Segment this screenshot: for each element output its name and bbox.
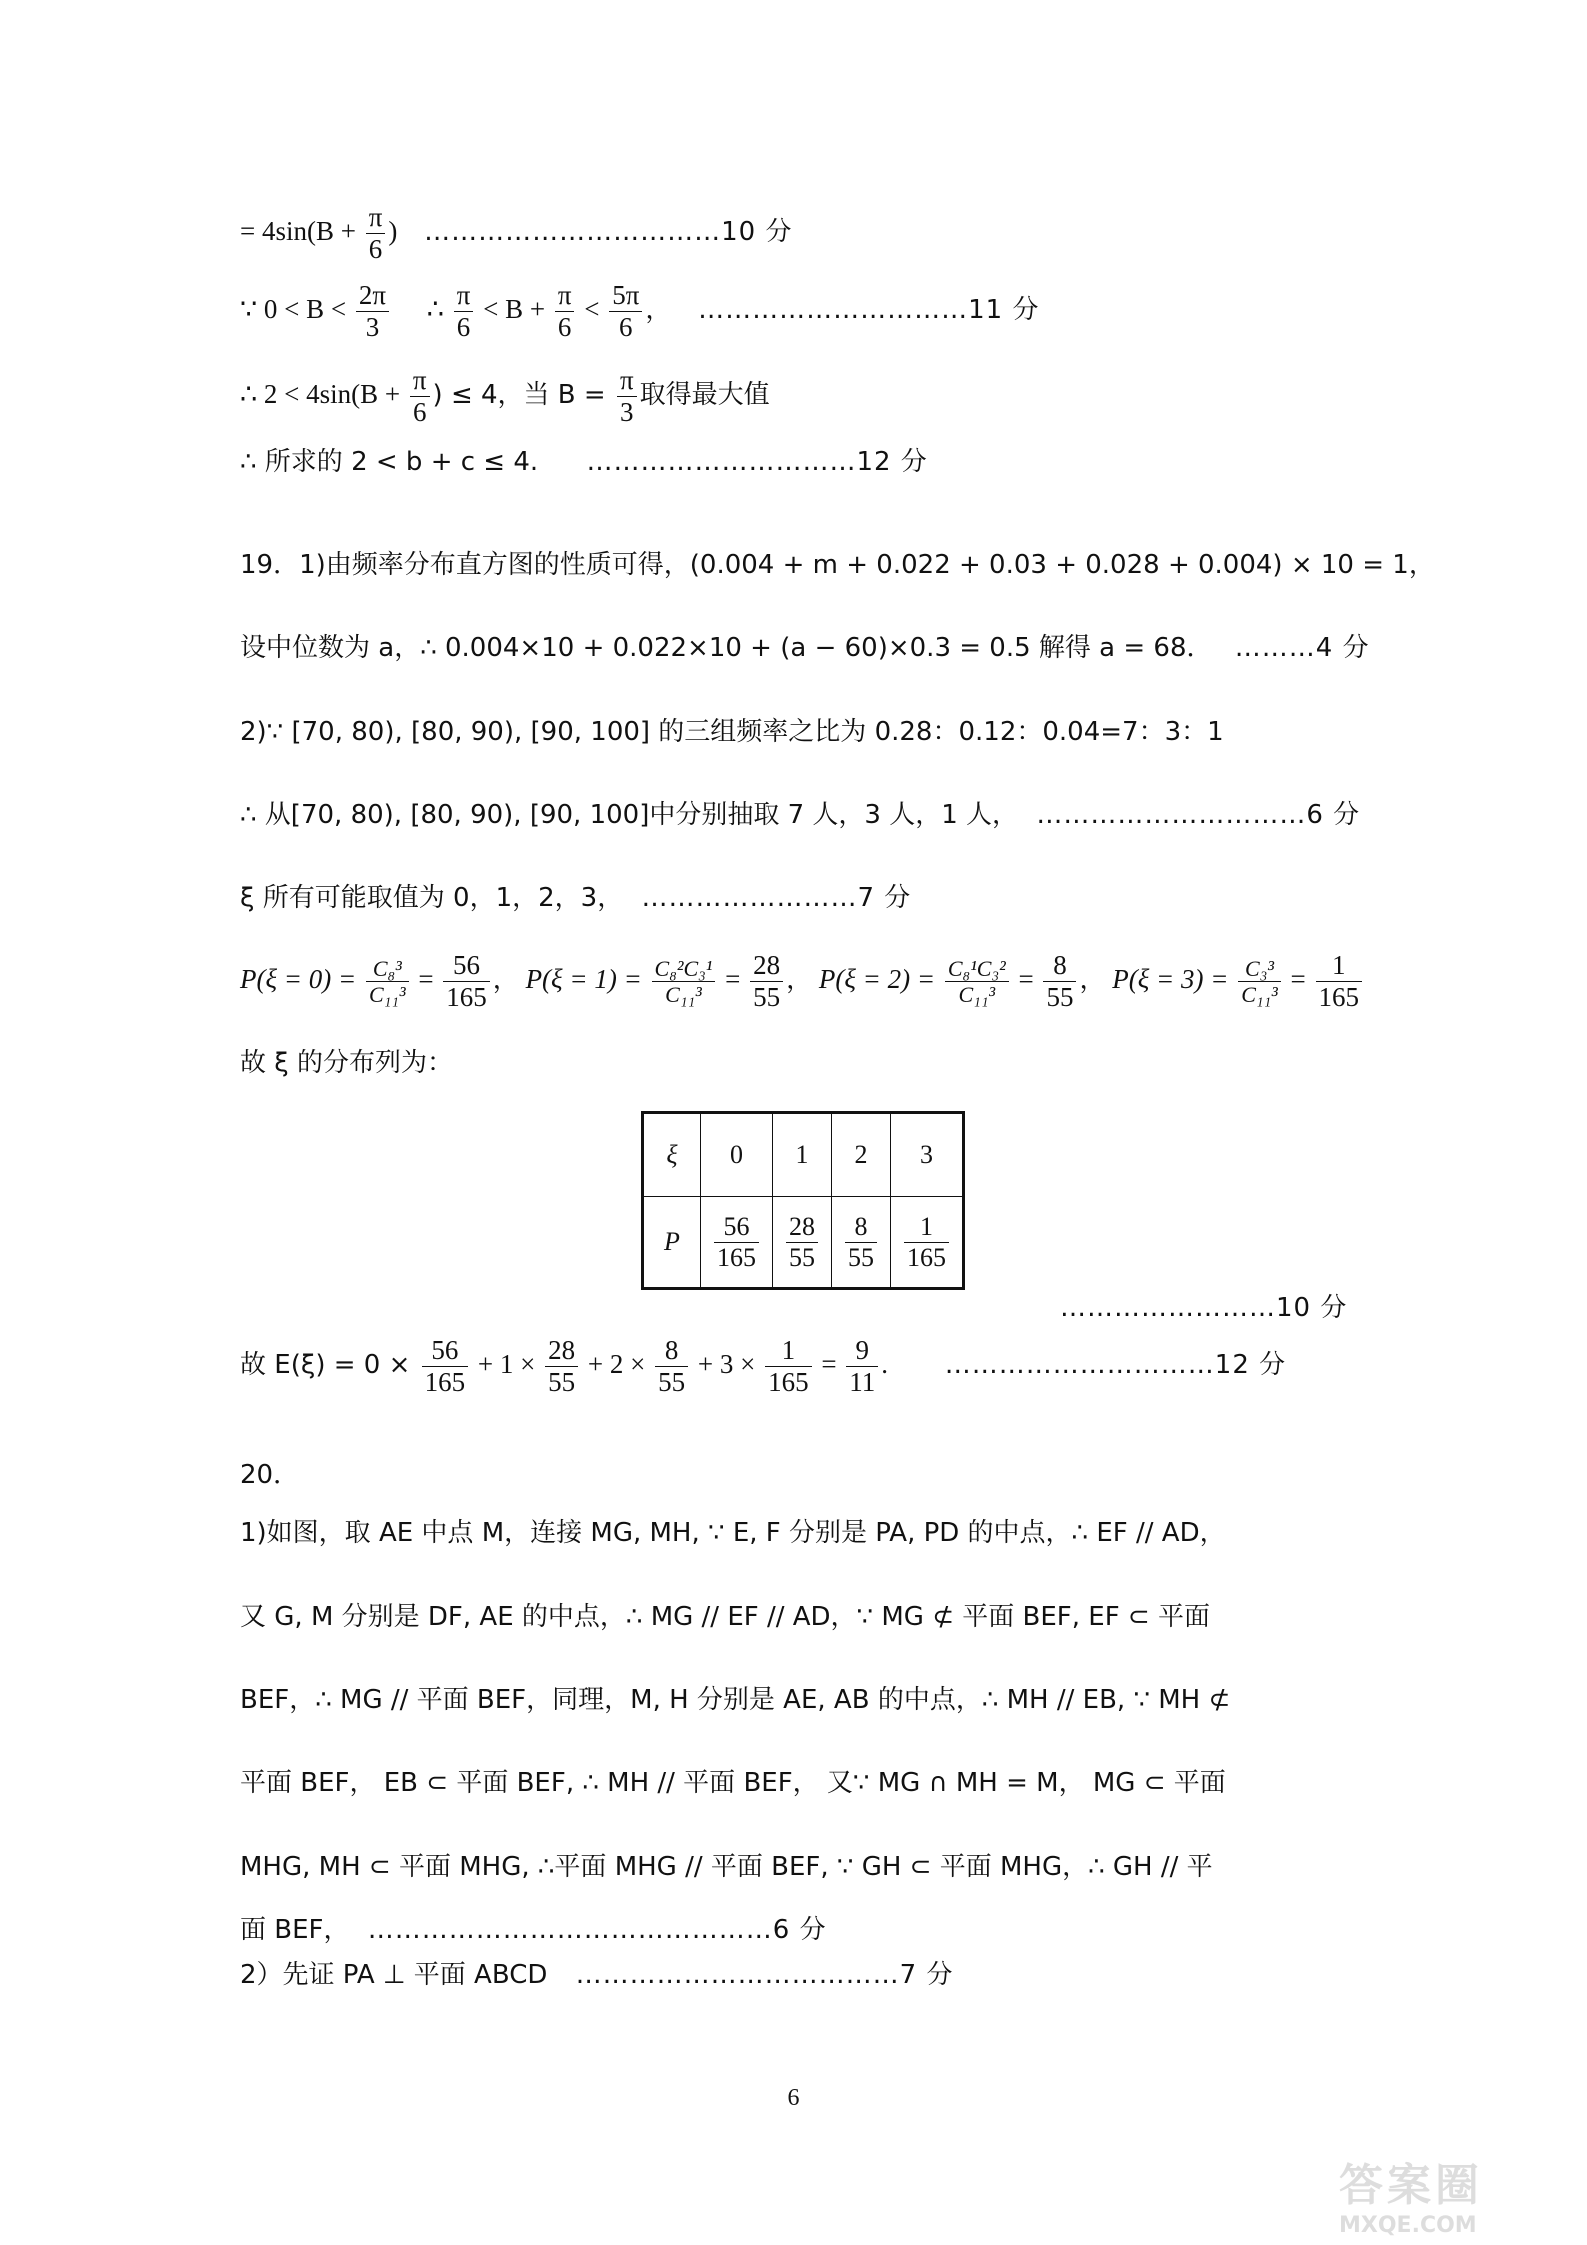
- denominator: 55: [1046, 982, 1074, 1013]
- eq-text: =: [718, 963, 748, 994]
- eq-text: ∴ 从[70, 80), [80, 90), [90, 100]中分别抽取 7 人，3 人，1 人，: [240, 800, 1019, 830]
- table-cell: 0: [701, 1113, 773, 1197]
- numerator: 2π: [356, 280, 389, 312]
- eq-text: ，: [786, 964, 813, 995]
- numerator: 28: [786, 1212, 818, 1243]
- table-row: [643, 1113, 964, 1197]
- prob-line: [240, 950, 1365, 1013]
- eq-text: ) ≤ 4，当 B =: [432, 379, 614, 410]
- denominator: 6: [368, 234, 383, 265]
- denominator: 3: [365, 312, 380, 343]
- q19-line-1: 19．1)由频率分布直方图的性质可得，(0.004 + m + 0.022 + 0.03 + 0.028 + 0.004) × 10 = 1，: [240, 550, 1435, 580]
- denominator: 55: [789, 1242, 815, 1272]
- numerator: 1: [1316, 950, 1363, 982]
- q20-line-3: BEF，∴ MG // 平面 BEF，同理，M, H 分别是 AE, AB 的中点，∴ MH // EB, ∵ MH ⊄: [240, 1685, 1231, 1715]
- eq-text: + 3 ×: [691, 1348, 763, 1379]
- denominator: 55: [848, 1242, 874, 1272]
- score-marker: ………4 分: [1234, 633, 1370, 663]
- eq-text: + 2 ×: [581, 1348, 653, 1379]
- fraction: [750, 950, 783, 1013]
- fraction: [845, 1212, 877, 1273]
- denominator: 55: [548, 1367, 576, 1398]
- fraction: [609, 280, 642, 343]
- denominator: C₁₁³: [665, 982, 702, 1008]
- numerator: C₈²C₃¹: [652, 956, 716, 982]
- eq-text: =: [1283, 963, 1313, 994]
- denominator: 6: [557, 312, 572, 343]
- eq-text: = 4sin(B +: [240, 215, 363, 246]
- watermark-logo: [1339, 2149, 1569, 2238]
- numerator: π: [366, 202, 386, 234]
- fraction: [945, 956, 1009, 1008]
- fraction: [356, 280, 389, 343]
- fraction: [904, 1212, 949, 1273]
- score-marker-10: ……………………10 分: [1060, 1293, 1348, 1323]
- fraction: [652, 956, 716, 1008]
- fraction: [617, 365, 637, 428]
- denominator: 6: [412, 397, 427, 428]
- denominator: 165: [424, 1367, 466, 1398]
- eq-text: ∵ 0 < B <: [240, 293, 353, 324]
- numerator: 28: [545, 1335, 578, 1367]
- numerator: 56: [443, 950, 490, 982]
- q19-line-3: 2)∵ [70, 80), [80, 90), [90, 100] 的三组频率之比为 0.28：0.12：0.04=7：3：1: [240, 717, 1224, 747]
- score-marker: …………………………6 分: [1036, 800, 1361, 830]
- score-marker: ……………………7 分: [641, 883, 912, 913]
- numerator: C₃³: [1238, 956, 1281, 982]
- q20-heading: 20．: [240, 1460, 300, 1490]
- eq-text: ，: [1079, 964, 1106, 995]
- eq-line-2: [240, 280, 1039, 343]
- numerator: 1: [765, 1335, 812, 1367]
- eq-text: =: [814, 1348, 844, 1379]
- numerator: 9: [846, 1335, 878, 1367]
- q20-line-5: MHG, MH ⊂ 平面 MHG, ∴平面 MHG // 平面 BEF, ∵ GH ⊂ 平面 MHG，∴ GH // 平: [240, 1852, 1213, 1882]
- fraction: [714, 1212, 759, 1273]
- q20-line-4: 平面 BEF， EB ⊂ 平面 BEF, ∴ MH // 平面 BEF， 又∵ MG ∩ MH = M， MG ⊂ 平面: [240, 1768, 1226, 1798]
- numerator: 8: [655, 1335, 688, 1367]
- eq-text: P(ξ = 1) =: [525, 963, 649, 994]
- numerator: 56: [714, 1212, 759, 1243]
- watermark-url: MXQE.COM: [1339, 2213, 1477, 2238]
- eq-line-4: [240, 447, 928, 478]
- denominator: C₁₁³: [1241, 982, 1278, 1008]
- distribution-table: [641, 1111, 965, 1290]
- table-cell: [773, 1197, 832, 1289]
- eq-line-3: [240, 365, 770, 428]
- eq-text: P(ξ = 3) =: [1112, 963, 1236, 994]
- fraction: [422, 1335, 469, 1398]
- denominator: 165: [907, 1242, 946, 1272]
- fraction: [454, 280, 474, 343]
- fraction: [366, 956, 409, 1008]
- eq-text: ξ 所有可能取值为 0，1，2，3，: [240, 883, 624, 913]
- numerator: C₈³: [366, 956, 409, 982]
- table-cell: [891, 1197, 964, 1289]
- dist-title: 故 ξ 的分布列为：: [240, 1048, 454, 1078]
- eq-text: 2）先证 PA ⊥ 平面 ABCD: [240, 1960, 548, 1990]
- table-cell: ξ: [643, 1113, 701, 1197]
- numerator: 8: [1043, 950, 1076, 982]
- numerator: π: [410, 365, 430, 397]
- fraction: [410, 365, 430, 428]
- score-marker: …………………………11 分: [698, 294, 1040, 325]
- numerator: 1: [904, 1212, 949, 1243]
- q19-line-4: [240, 800, 1360, 831]
- table-cell: P: [643, 1197, 701, 1289]
- table-row: [643, 1197, 964, 1289]
- table-cell: [832, 1197, 891, 1289]
- denominator: 165: [768, 1367, 809, 1398]
- fraction: [765, 1335, 812, 1398]
- watermark-text: 答案圈: [1339, 2160, 1483, 2211]
- eq-line-1: [240, 202, 792, 265]
- fraction: [545, 1335, 578, 1398]
- fraction: [1238, 956, 1281, 1008]
- score-marker: ………………………………7 分: [575, 1960, 954, 1990]
- eq-text: <: [577, 293, 607, 324]
- eq-text: ∴ 2 < 4sin(B +: [240, 378, 407, 409]
- score-marker: ………………………………………6 分: [367, 1915, 827, 1945]
- denominator: 6: [456, 312, 471, 343]
- eq-text: ∴ 所求的 2 < b + c ≤ 4.: [240, 447, 539, 477]
- fraction: [846, 1335, 878, 1398]
- eq-text: .: [881, 1348, 889, 1379]
- eq-text: ，: [492, 964, 519, 995]
- q19-line-2: [240, 633, 1370, 664]
- eq-text: 面 BEF，: [240, 1915, 350, 1945]
- denominator: 165: [446, 982, 487, 1013]
- score-marker: ……………………………10 分: [424, 216, 793, 247]
- eq-text: =: [1011, 963, 1041, 994]
- table-cell: 2: [832, 1113, 891, 1197]
- fraction: [1043, 950, 1076, 1013]
- table-cell: 1: [773, 1113, 832, 1197]
- numerator: C₈¹C₃²: [945, 956, 1009, 982]
- eq-text: ∴: [426, 293, 451, 324]
- eq-text: ): [388, 215, 398, 246]
- q20-line-7: [240, 1960, 953, 1991]
- denominator: C₁₁³: [958, 982, 996, 1008]
- score-marker: …………………………12 分: [586, 447, 928, 477]
- denominator: 55: [753, 982, 781, 1013]
- q19-line-5: [240, 883, 911, 914]
- eq-text: < B +: [476, 293, 552, 324]
- eq-text: 取得最大值: [639, 379, 770, 410]
- eq-text: 故 E(ξ) = 0 ×: [240, 1349, 419, 1380]
- numerator: 28: [750, 950, 783, 982]
- fraction: [555, 280, 575, 343]
- denominator: 165: [717, 1242, 756, 1272]
- score-marker: …………………………12 分: [944, 1349, 1287, 1380]
- numerator: π: [555, 280, 575, 312]
- eq-text: P(ξ = 2) =: [818, 963, 942, 994]
- numerator: 8: [845, 1212, 877, 1243]
- q20-line-1: 1)如图，取 AE 中点 M，连接 MG, MH, ∵ E, F 分别是 PA, PD 的中点，∴ EF // AD，: [240, 1518, 1226, 1548]
- denominator: C₁₁³: [368, 982, 406, 1008]
- eq-text: P(ξ = 0) =: [240, 963, 363, 994]
- fraction: [1316, 950, 1363, 1013]
- numerator: π: [617, 365, 637, 397]
- numerator: 5π: [609, 280, 642, 312]
- q20-line-2: 又 G, M 分别是 DF, AE 的中点，∴ MG // EF // AD，∵ MG ⊄ 平面 BEF, EF ⊂ 平面: [240, 1602, 1210, 1632]
- fraction: [366, 202, 386, 265]
- page-number: 6: [787, 2085, 800, 2111]
- eq-text: =: [411, 963, 441, 994]
- fraction: [655, 1335, 688, 1398]
- table-cell: [701, 1197, 773, 1289]
- expectation-line: [240, 1335, 1286, 1398]
- numerator: π: [454, 280, 474, 312]
- q20-line-6: [240, 1915, 827, 1946]
- fraction: [786, 1212, 818, 1273]
- table-cell: 3: [891, 1113, 964, 1197]
- numerator: 56: [422, 1335, 469, 1367]
- eq-text: + 1 ×: [471, 1348, 543, 1379]
- denominator: 6: [619, 312, 633, 343]
- denominator: 11: [849, 1367, 876, 1398]
- fraction: [443, 950, 490, 1013]
- eq-text: 设中位数为 a，∴ 0.004×10 + 0.022×10 + (a − 60)×0.3 = 0.5 解得 a = 68．: [240, 633, 1213, 663]
- denominator: 3: [620, 397, 634, 428]
- eq-text: ，: [645, 294, 672, 325]
- denominator: 165: [1318, 982, 1360, 1013]
- denominator: 55: [658, 1367, 686, 1398]
